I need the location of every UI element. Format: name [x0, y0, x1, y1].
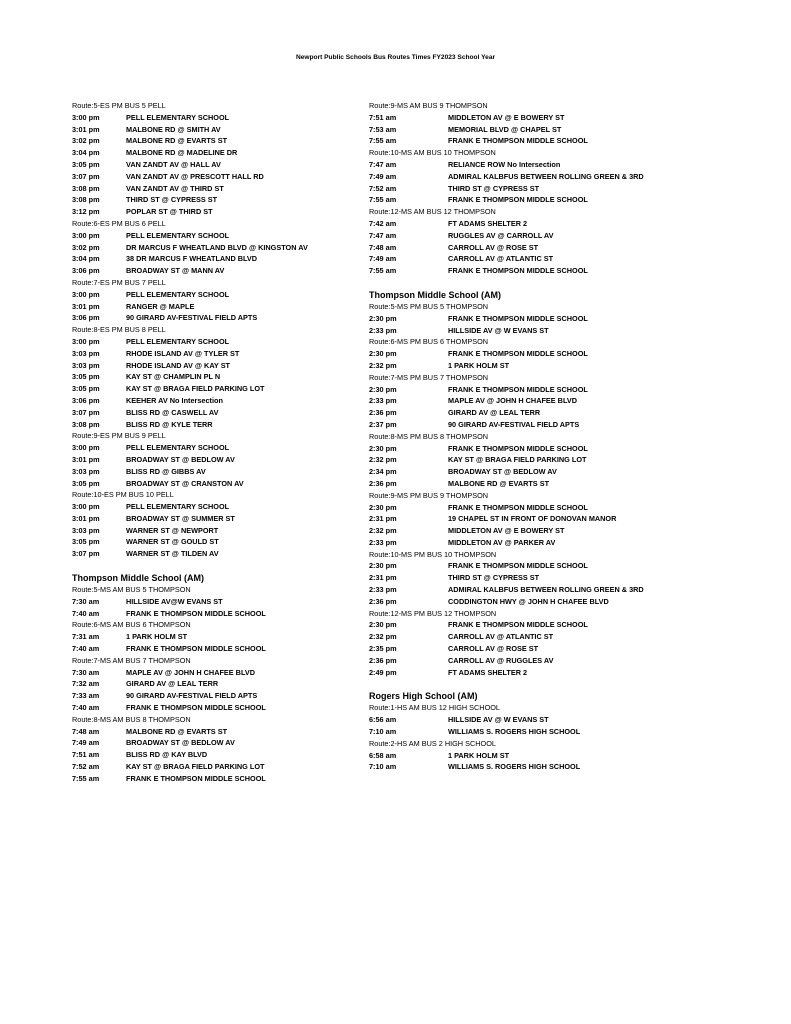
stop-location: KAY ST @ BRAGA FIELD PARKING LOT — [448, 455, 587, 465]
route-label: Route:5-MS AM BUS 5 THOMPSON — [72, 585, 191, 595]
stop-row — [369, 619, 699, 631]
stop-location: WILLIAMS S. ROGERS HIGH SCHOOL — [448, 727, 581, 737]
stop-time: 2:33 pm — [369, 537, 397, 547]
stop-row — [369, 478, 699, 490]
stop-row — [72, 124, 362, 136]
stop-row — [369, 454, 699, 466]
schedule-section — [369, 690, 699, 773]
stop-time: 3:08 pm — [72, 183, 100, 193]
stop-time: 2:49 pm — [369, 667, 397, 677]
stop-time: 7:49 am — [369, 171, 397, 181]
stop-time: 7:31 am — [72, 632, 100, 642]
route-label: Route:2-HS AM BUS 2 HIGH SCHOOL — [369, 738, 496, 748]
stop-location: KEEHER AV No Intersection — [126, 395, 223, 405]
stop-row — [72, 383, 362, 395]
section-header: Thompson Middle School (AM) — [369, 289, 501, 300]
stop-location: MALBONE RD @ EVARTS ST — [448, 478, 550, 488]
stop-time: 7:48 am — [369, 242, 397, 252]
stop-location: CARROLL AV @ ROSE ST — [448, 242, 539, 252]
stop-location: CARROLL AV @ ROSE ST — [448, 644, 539, 654]
route-label: Route:6-ES PM BUS 6 PELL — [72, 218, 166, 228]
stop-row — [72, 371, 362, 383]
stop-row — [72, 183, 362, 195]
schedule-section — [72, 572, 362, 785]
stop-row — [72, 289, 362, 301]
stop-time: 7:49 am — [369, 254, 397, 264]
stop-row — [72, 536, 362, 548]
stop-location: FT ADAMS SHELTER 2 — [448, 667, 528, 677]
stop-location: PELL ELEMENTARY SCHOOL — [126, 502, 230, 512]
stop-row — [72, 737, 362, 749]
stop-row — [72, 112, 362, 124]
stop-location: MEMORIAL BLVD @ CHAPEL ST — [448, 124, 562, 134]
route-label: Route:9-MS AM BUS 9 THOMPSON — [369, 101, 488, 110]
stop-location: 38 DR MARCUS F WHEATLAND BLVD — [126, 254, 258, 264]
stop-row — [369, 194, 699, 206]
stop-location: DR MARCUS F WHEATLAND BLVD @ KINGSTON AV — [126, 242, 308, 252]
stop-location: PELL ELEMENTARY SCHOOL — [126, 443, 230, 453]
stop-location: RELIANCE ROW No Intersection — [448, 159, 561, 169]
stop-row — [369, 230, 699, 242]
stop-time: 3:03 pm — [72, 348, 100, 358]
route-label: Route:5-ES PM BUS 5 PELL — [72, 101, 166, 110]
stop-time: 7:40 am — [72, 644, 100, 654]
stop-time: 3:00 pm — [72, 112, 100, 122]
stop-time: 3:01 pm — [72, 454, 100, 464]
stop-location: BROADWAY ST @ CRANSTON AV — [126, 478, 244, 488]
page-title: Newport Public Schools Bus Routes Times FY2023 School Year — [295, 54, 496, 61]
stop-row — [369, 761, 699, 773]
stop-row — [72, 348, 362, 360]
stop-row — [369, 643, 699, 655]
stop-location: WILLIAMS S. ROGERS HIGH SCHOOL — [448, 762, 581, 772]
stop-location: KAY ST @ BRAGA FIELD PARKING LOT — [126, 762, 265, 772]
stop-time: 7:55 am — [72, 773, 100, 783]
stop-location: RANGER @ MAPLE — [126, 301, 195, 311]
stop-location: MAPLE AV @ JOHN H CHAFEE BLVD — [448, 396, 578, 406]
stop-location: BROADWAY ST @ BEDLOW AV — [126, 738, 235, 748]
stop-row — [369, 265, 699, 277]
stop-location: BLISS RD @ KAY BLVD — [126, 750, 208, 760]
stop-row — [72, 454, 362, 466]
stop-row — [369, 183, 699, 195]
stop-row — [369, 537, 699, 549]
route-label: Route:10-MS PM BUS 10 THOMPSON — [369, 549, 497, 559]
stop-time: 2:30 pm — [369, 384, 397, 394]
stop-time: 7:55 am — [369, 195, 397, 205]
stop-location: GIRARD AV @ LEAL TERR — [448, 408, 541, 418]
stop-time: 7:10 am — [369, 762, 397, 772]
stop-time: 3:01 pm — [72, 301, 100, 311]
stop-location: RUGGLES AV @ CARROLL AV — [448, 230, 554, 240]
route-label: Route:9-MS PM BUS 9 THOMPSON — [369, 490, 489, 500]
stop-row — [72, 761, 362, 773]
stop-time: 3:03 pm — [72, 360, 100, 370]
stop-time: 2:30 pm — [369, 620, 397, 630]
stop-time: 7:30 am — [72, 667, 100, 677]
stop-location: HILLSIDE AV@W EVANS ST — [126, 596, 223, 606]
stop-location: BROADWAY ST @ BEDLOW AV — [448, 467, 557, 477]
route-label: Route:8-MS PM BUS 8 THOMPSON — [369, 431, 489, 441]
route-label: Route:9-ES PM BUS 9 PELL — [72, 431, 166, 441]
stop-time: 7:55 am — [369, 266, 397, 276]
stop-time: 3:03 pm — [72, 525, 100, 535]
stop-row — [369, 584, 699, 596]
stop-location: ADMIRAL KALBFUS BETWEEN ROLLING GREEN & 3RD — [448, 585, 644, 595]
stop-row — [369, 714, 699, 726]
stop-row — [369, 253, 699, 265]
stop-location: PELL ELEMENTARY SCHOOL — [126, 289, 230, 299]
stop-location: 1 PARK HOLM ST — [126, 632, 188, 642]
stop-time: 3:06 pm — [72, 266, 100, 276]
stop-row — [72, 395, 362, 407]
stop-time: 3:02 pm — [72, 242, 100, 252]
stop-location: 90 GIRARD AV-FESTIVAL FIELD APTS — [448, 419, 580, 429]
stop-row — [72, 513, 362, 525]
stop-location: CODDINGTON HWY @ JOHN H CHAFEE BLVD — [448, 596, 609, 606]
stop-time: 3:03 pm — [72, 466, 100, 476]
stop-row — [369, 726, 699, 738]
stop-row — [72, 466, 362, 478]
stop-row — [72, 301, 362, 313]
stop-row — [72, 419, 362, 431]
stop-location: WARNER ST @ TILDEN AV — [126, 549, 219, 559]
stop-time: 2:31 pm — [369, 573, 397, 583]
stop-location: MAPLE AV @ JOHN H CHAFEE BLVD — [126, 667, 256, 677]
stop-row — [72, 312, 362, 324]
stop-time: 2:37 pm — [369, 419, 397, 429]
stop-location: RHODE ISLAND AV @ TYLER ST — [126, 348, 240, 358]
stop-time: 3:05 pm — [72, 372, 100, 382]
stop-location: VAN ZANDT AV @ HALL AV — [126, 159, 221, 169]
stop-location: FRANK E THOMPSON MIDDLE SCHOOL — [448, 136, 588, 146]
stop-location: BLISS RD @ GIBBS AV — [126, 466, 206, 476]
stop-location: WARNER ST @ NEWPORT — [126, 525, 219, 535]
stop-row — [72, 631, 362, 643]
stop-time: 2:36 pm — [369, 408, 397, 418]
stop-location: GIRARD AV @ LEAL TERR — [126, 679, 219, 689]
stop-row — [72, 407, 362, 419]
route-label: Route:7-ES PM BUS 7 PELL — [72, 277, 166, 287]
stop-row — [72, 678, 362, 690]
stop-time: 3:05 pm — [72, 478, 100, 488]
stop-row — [369, 596, 699, 608]
stop-time: 7:10 am — [369, 727, 397, 737]
stop-row — [369, 325, 699, 337]
stop-time: 7:40 am — [72, 703, 100, 713]
stop-location: CARROLL AV @ ATLANTIC ST — [448, 632, 554, 642]
stop-time: 2:33 pm — [369, 396, 397, 406]
stop-location: 19 CHAPEL ST IN FRONT OF DONOVAN MANOR — [448, 514, 617, 524]
stop-time: 3:00 pm — [72, 502, 100, 512]
stop-row — [369, 631, 699, 643]
stop-location: MIDDLETON AV @ E BOWERY ST — [448, 112, 565, 122]
stop-location: POPLAR ST @ THIRD ST — [126, 207, 213, 217]
stop-row — [369, 750, 699, 762]
route-label: Route:12-MS AM BUS 12 THOMPSON — [369, 207, 496, 217]
route-label: Route:5-MS PM BUS 5 THOMPSON — [369, 301, 489, 311]
stop-row — [369, 159, 699, 171]
stop-row — [369, 560, 699, 572]
stop-location: FRANK E THOMPSON MIDDLE SCHOOL — [448, 443, 588, 453]
stop-row — [72, 643, 362, 655]
stop-time: 2:31 pm — [369, 514, 397, 524]
stop-time: 3:00 pm — [72, 443, 100, 453]
stop-row — [72, 171, 362, 183]
stop-location: THIRD ST @ CYPRESS ST — [126, 195, 218, 205]
stop-location: 90 GIRARD AV-FESTIVAL FIELD APTS — [126, 313, 258, 323]
stop-row — [72, 548, 362, 560]
route-label: Route:6-MS AM BUS 6 THOMPSON — [72, 620, 191, 630]
stop-row — [369, 667, 699, 679]
stop-time: 3:00 pm — [72, 289, 100, 299]
stop-location: PELL ELEMENTARY SCHOOL — [126, 112, 230, 122]
stop-location: RHODE ISLAND AV @ KAY ST — [126, 360, 231, 370]
route-label: Route:12-MS PM BUS 12 THOMPSON — [369, 608, 497, 618]
stop-location: FRANK E THOMPSON MIDDLE SCHOOL — [448, 266, 588, 276]
stop-row — [369, 242, 699, 254]
stop-time: 3:00 pm — [72, 230, 100, 240]
stop-time: 6:56 am — [369, 715, 397, 725]
stop-time: 7:47 am — [369, 230, 397, 240]
stop-time: 3:08 pm — [72, 195, 100, 205]
stop-location: 90 GIRARD AV-FESTIVAL FIELD APTS — [126, 691, 258, 701]
stop-time: 2:36 pm — [369, 655, 397, 665]
stop-location: MIDDLETON AV @ E BOWERY ST — [448, 526, 565, 536]
stop-time: 3:07 pm — [72, 407, 100, 417]
stop-location: PELL ELEMENTARY SCHOOL — [126, 336, 230, 346]
stop-time: 2:35 pm — [369, 644, 397, 654]
stop-location: FRANK E THOMPSON MIDDLE SCHOOL — [126, 773, 266, 783]
stop-time: 2:32 pm — [369, 632, 397, 642]
stop-time: 3:06 pm — [72, 395, 100, 405]
stop-time: 7:30 am — [72, 596, 100, 606]
stop-location: MALBONE RD @ EVARTS ST — [126, 136, 228, 146]
stop-row — [72, 336, 362, 348]
stop-location: BROADWAY ST @ BEDLOW AV — [126, 454, 235, 464]
schedule-section — [369, 100, 699, 277]
stop-row — [72, 773, 362, 785]
stop-row — [369, 384, 699, 396]
stop-location: FRANK E THOMPSON MIDDLE SCHOOL — [448, 349, 588, 359]
stop-row — [369, 466, 699, 478]
route-label: Route:7-MS PM BUS 7 THOMPSON — [369, 372, 489, 382]
stop-time: 7:55 am — [369, 136, 397, 146]
stop-location: BLISS RD @ CASWELL AV — [126, 407, 219, 417]
stop-time: 3:05 pm — [72, 384, 100, 394]
stop-row — [369, 135, 699, 147]
stop-location: FT ADAMS SHELTER 2 — [448, 218, 528, 228]
stop-time: 7:48 am — [72, 726, 100, 736]
stop-row — [369, 218, 699, 230]
stop-row — [369, 407, 699, 419]
stop-row — [72, 749, 362, 761]
stop-location: PELL ELEMENTARY SCHOOL — [126, 230, 230, 240]
stop-row — [369, 112, 699, 124]
stop-location: FRANK E THOMPSON MIDDLE SCHOOL — [448, 384, 588, 394]
stop-time: 3:04 pm — [72, 148, 100, 158]
stop-time: 2:33 pm — [369, 325, 397, 335]
stop-location: ADMIRAL KALBFUS BETWEEN ROLLING GREEN & 3RD — [448, 171, 644, 181]
stop-time: 7:47 am — [369, 159, 397, 169]
stop-time: 7:51 am — [72, 750, 100, 760]
stop-row — [72, 253, 362, 265]
stop-row — [369, 348, 699, 360]
stop-location: FRANK E THOMPSON MIDDLE SCHOOL — [126, 644, 266, 654]
stop-time: 3:06 pm — [72, 313, 100, 323]
stop-row — [369, 171, 699, 183]
stop-time: 3:08 pm — [72, 419, 100, 429]
stop-time: 3:00 pm — [72, 336, 100, 346]
stop-row — [369, 502, 699, 514]
stop-row — [72, 726, 362, 738]
stop-time: 3:07 pm — [72, 549, 100, 559]
section-header: Thompson Middle School (AM) — [72, 573, 204, 584]
stop-time: 2:30 pm — [369, 561, 397, 571]
stop-row — [369, 443, 699, 455]
stop-row — [72, 265, 362, 277]
stop-row — [369, 313, 699, 325]
stop-time: 2:30 pm — [369, 349, 397, 359]
stop-location: FRANK E THOMPSON MIDDLE SCHOOL — [448, 195, 588, 205]
stop-row — [369, 360, 699, 372]
stop-row — [72, 608, 362, 620]
stop-time: 2:30 pm — [369, 443, 397, 453]
stop-row — [72, 667, 362, 679]
stop-row — [369, 513, 699, 525]
stop-time: 2:30 pm — [369, 502, 397, 512]
route-label: Route:8-ES PM BUS 8 PELL — [72, 325, 166, 335]
stop-time: 2:32 pm — [369, 360, 397, 370]
stop-location: MIDDLETON AV @ PARKER AV — [448, 537, 556, 547]
stop-time: 2:32 pm — [369, 455, 397, 465]
stop-row — [72, 442, 362, 454]
stop-row — [72, 596, 362, 608]
stop-row — [72, 501, 362, 513]
stop-location: MALBONE RD @ MADELINE DR — [126, 148, 238, 158]
schedule-section — [72, 100, 362, 560]
stop-row — [72, 147, 362, 159]
stop-location: BLISS RD @ KYLE TERR — [126, 419, 213, 429]
route-label: Route:7-MS AM BUS 7 THOMPSON — [72, 655, 191, 665]
stop-time: 7:49 am — [72, 738, 100, 748]
stop-location: 1 PARK HOLM ST — [448, 360, 510, 370]
stop-time: 2:30 pm — [369, 313, 397, 323]
stop-location: BROADWAY ST @ MANN AV — [126, 266, 225, 276]
route-label: Route:6-MS PM BUS 6 THOMPSON — [369, 337, 489, 347]
route-label: Route:10-ES PM BUS 10 PELL — [72, 490, 174, 500]
stop-row — [369, 572, 699, 584]
route-label: Route:1-HS AM BUS 12 HIGH SCHOOL — [369, 703, 500, 713]
stop-time: 7:40 am — [72, 608, 100, 618]
stop-row — [369, 525, 699, 537]
stop-time: 7:53 am — [369, 124, 397, 134]
stop-location: FRANK E THOMPSON MIDDLE SCHOOL — [448, 313, 588, 323]
stop-time: 2:34 pm — [369, 467, 397, 477]
route-label: Route:8-MS AM BUS 8 THOMPSON — [72, 714, 191, 724]
stop-row — [72, 242, 362, 254]
left-column — [72, 100, 362, 785]
stop-time: 2:33 pm — [369, 585, 397, 595]
stop-row — [72, 206, 362, 218]
stop-location: MALBONE RD @ SMITH AV — [126, 124, 221, 134]
stop-location: WARNER ST @ GOULD ST — [126, 537, 219, 547]
stop-row — [72, 230, 362, 242]
stop-row — [72, 690, 362, 702]
stop-location: FRANK E THOMPSON MIDDLE SCHOOL — [448, 561, 588, 571]
stop-row — [369, 124, 699, 136]
stop-location: 1 PARK HOLM ST — [448, 750, 510, 760]
stop-time: 3:01 pm — [72, 124, 100, 134]
stop-location: FRANK E THOMPSON MIDDLE SCHOOL — [126, 608, 266, 618]
stop-time: 2:32 pm — [369, 526, 397, 536]
stop-location: HILLSIDE AV @ W EVANS ST — [448, 325, 549, 335]
stop-row — [369, 419, 699, 431]
stop-location: THIRD ST @ CYPRESS ST — [448, 573, 540, 583]
stop-time: 2:36 pm — [369, 596, 397, 606]
stop-time: 3:05 pm — [72, 537, 100, 547]
stop-time: 3:07 pm — [72, 171, 100, 181]
stop-time: 7:51 am — [369, 112, 397, 122]
stop-row — [369, 655, 699, 667]
stop-row — [72, 478, 362, 490]
stop-time: 3:04 pm — [72, 254, 100, 264]
right-column — [369, 100, 699, 773]
stop-time: 3:01 pm — [72, 513, 100, 523]
stop-location: CARROLL AV @ RUGGLES AV — [448, 655, 554, 665]
stop-location: HILLSIDE AV @ W EVANS ST — [448, 715, 549, 725]
stop-time: 3:05 pm — [72, 159, 100, 169]
stop-location: FRANK E THOMPSON MIDDLE SCHOOL — [448, 620, 588, 630]
stop-row — [72, 194, 362, 206]
stop-time: 6:58 am — [369, 750, 397, 760]
stop-location: VAN ZANDT AV @ THIRD ST — [126, 183, 224, 193]
stop-time: 7:52 am — [72, 762, 100, 772]
stop-time: 7:33 am — [72, 691, 100, 701]
stop-row — [72, 360, 362, 372]
stop-time: 3:12 pm — [72, 207, 100, 217]
stop-time: 7:42 am — [369, 218, 397, 228]
stop-location: FRANK E THOMPSON MIDDLE SCHOOL — [126, 703, 266, 713]
stop-location: THIRD ST @ CYPRESS ST — [448, 183, 540, 193]
schedule-section — [369, 289, 699, 679]
stop-location: FRANK E THOMPSON MIDDLE SCHOOL — [448, 502, 588, 512]
stop-row — [72, 135, 362, 147]
stop-location: KAY ST @ CHAMPLIN PL N — [126, 372, 221, 382]
stop-row — [369, 395, 699, 407]
stop-location: CARROLL AV @ ATLANTIC ST — [448, 254, 554, 264]
stop-row — [72, 525, 362, 537]
route-label: Route:10-MS AM BUS 10 THOMPSON — [369, 148, 496, 158]
stop-time: 2:36 pm — [369, 478, 397, 488]
stop-location: VAN ZANDT AV @ PRESCOTT HALL RD — [126, 171, 264, 181]
stop-time: 3:02 pm — [72, 136, 100, 146]
stop-time: 7:52 am — [369, 183, 397, 193]
stop-location: MALBONE RD @ EVARTS ST — [126, 726, 228, 736]
stop-row — [72, 702, 362, 714]
stop-location: BROADWAY ST @ SUMMER ST — [126, 513, 235, 523]
stop-location: KAY ST @ BRAGA FIELD PARKING LOT — [126, 384, 265, 394]
section-header: Rogers High School (AM) — [369, 691, 478, 702]
stop-time: 7:32 am — [72, 679, 100, 689]
stop-row — [72, 159, 362, 171]
